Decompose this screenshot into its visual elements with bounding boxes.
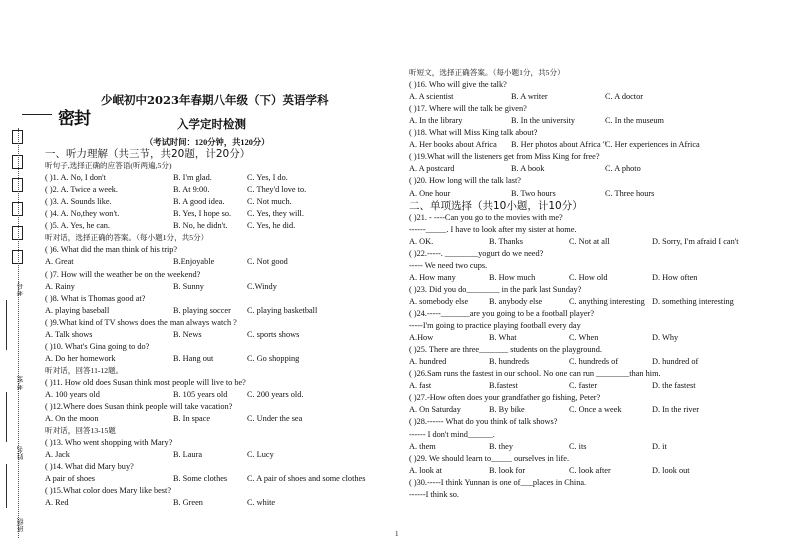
right-option: B. they bbox=[489, 441, 513, 451]
right-option: B. In the university bbox=[511, 116, 576, 126]
right-line: ( )20. How long will the talk last? bbox=[409, 176, 521, 186]
right-option: C. anything interesting bbox=[569, 296, 645, 306]
left-option: B.Enjoyable bbox=[173, 257, 215, 267]
right-option: C. faster bbox=[569, 381, 598, 391]
right-option: C. How old bbox=[569, 272, 608, 282]
right-line: 二、单项选择（共10小题，计10分） bbox=[409, 199, 583, 212]
left-option: B. No, he didn't. bbox=[173, 221, 228, 231]
exam-info: （考试时间：120分钟，共120分） bbox=[145, 138, 270, 147]
right-option: D. Sorry, I'm afraid I can't bbox=[652, 236, 739, 246]
left-option: ( )5. A. Yes, he can. bbox=[45, 221, 110, 231]
right-option: C. A photo bbox=[605, 164, 641, 174]
left-option: C. 200 years old. bbox=[247, 390, 304, 399]
right-option: D. the fastest bbox=[652, 381, 696, 391]
left-option: ( )1. A. No, I don't bbox=[45, 173, 106, 183]
right-line: ( )30.-----I think Yunnan is one of___places in China. bbox=[409, 477, 587, 487]
right-option: A. A postcard bbox=[409, 164, 455, 174]
left-option: B. News bbox=[173, 329, 202, 339]
left-option: C. Under the sea bbox=[247, 414, 303, 424]
right-option: A. Her books about Africa bbox=[409, 140, 497, 150]
right-line: ( )23. Did you do________ in the park last Sunday? bbox=[409, 284, 582, 294]
right-option: A. On Saturday bbox=[409, 405, 461, 415]
kaohao-blank bbox=[6, 300, 7, 350]
right-option: A. them bbox=[409, 441, 436, 451]
left-option: A. playing baseball bbox=[45, 305, 110, 315]
left-option: C. Not much. bbox=[247, 197, 292, 207]
kaochang-blank bbox=[6, 392, 7, 442]
left-option: A. Red bbox=[45, 498, 69, 508]
left-option: A. Rainy bbox=[45, 281, 75, 291]
left-option: B. Yes, I hope so. bbox=[173, 209, 232, 219]
right-option: A. look at bbox=[409, 465, 442, 475]
exam-subtitle: 入学定时检测 bbox=[177, 117, 246, 131]
right-option: B. How much bbox=[489, 272, 536, 282]
left-line: 听对话，回答11-12题。 bbox=[45, 365, 124, 375]
right-option: A. In the library bbox=[409, 116, 463, 126]
right-option: C. A doctor bbox=[605, 92, 644, 102]
right-option: B. What bbox=[489, 333, 517, 343]
right-option: D. How often bbox=[652, 272, 698, 282]
left-option: A. Jack bbox=[45, 450, 70, 460]
right-option: B. anybody else bbox=[489, 296, 543, 306]
left-option: B. Laura bbox=[173, 450, 203, 460]
exam-title: 少岷初中2023年春期八年级（下）英语学科 bbox=[101, 93, 329, 107]
right-line: -----I'm going to practice playing football every day bbox=[409, 321, 581, 331]
right-option: A. somebody else bbox=[409, 296, 469, 306]
left-line: ( )6. What did the man think of his trip? bbox=[45, 245, 178, 255]
right-line: ( )22.-----. ________yogurt do we need? bbox=[409, 248, 544, 258]
right-option: C. When bbox=[569, 333, 599, 343]
right-option: D. hundred of bbox=[652, 357, 699, 367]
left-option: B. Hang out bbox=[173, 353, 214, 363]
right-option: C. look after bbox=[569, 465, 611, 475]
left-line: ( )11. How old does Susan think most people will live to be? bbox=[45, 377, 246, 387]
left-line: 听对话，回答13-15题 bbox=[45, 426, 116, 436]
left-option: C. Yes, they will. bbox=[247, 209, 304, 219]
left-option: B. A good idea. bbox=[173, 197, 225, 207]
right-option: A. fast bbox=[409, 381, 432, 391]
left-option: B. Sunny bbox=[173, 281, 204, 291]
right-line: ( )25. There are three_______ students on the playground. bbox=[409, 345, 602, 355]
right-line: 听短文，选择正确答案。（每小题1分，共5分） bbox=[409, 68, 565, 77]
left-option: A. On the moon bbox=[45, 414, 99, 424]
right-line: ( )21. - ----Can you go to the movies with me? bbox=[409, 212, 563, 222]
right-option: B.fastest bbox=[489, 381, 518, 391]
right-option: A. OK. bbox=[409, 236, 434, 246]
right-option: A. One hour bbox=[409, 188, 451, 198]
left-option: C. A pair of shoes and some clothes bbox=[247, 474, 366, 484]
left-option: C. Yes, I do. bbox=[247, 173, 288, 183]
left-option: C. playing basketball bbox=[247, 305, 318, 315]
right-line: ( )17. Where will the talk be given? bbox=[409, 104, 527, 114]
left-option: ( )2. A. Twice a week. bbox=[45, 185, 118, 195]
right-option: A.How bbox=[409, 333, 434, 343]
left-option: C. Go shopping bbox=[247, 353, 300, 363]
seal-char-2: 封 bbox=[74, 109, 91, 128]
right-option: D. look out bbox=[652, 465, 690, 475]
right-option: C. Her experiences in Africa bbox=[605, 140, 700, 150]
right-option: D. something interesting bbox=[652, 296, 734, 306]
right-line: ( )19.What will the listeners get from Miss King for free? bbox=[409, 152, 600, 162]
left-option: C. They'd love to. bbox=[247, 185, 307, 195]
right-option: C. Not at all bbox=[569, 236, 610, 246]
left-line: ( )8. What is Thomas good at? bbox=[45, 293, 146, 303]
right-option: B. By bike bbox=[489, 405, 525, 415]
kaochang-label: 考室 bbox=[16, 376, 24, 390]
right-option: B. Her photos about Africa " bbox=[511, 140, 607, 150]
right-option: D. Why bbox=[652, 333, 679, 343]
right-option: B. look for bbox=[489, 465, 526, 475]
seal-char-1: 密 bbox=[58, 109, 75, 128]
left-option: C. white bbox=[247, 498, 276, 508]
right-line: ( )29. We should learn to_____ ourselves in life. bbox=[409, 453, 570, 463]
right-line: ( )16. Who will give the talk? bbox=[409, 80, 507, 90]
right-line: ------ I don't mind______. bbox=[409, 429, 495, 439]
right-option: B. Two hours bbox=[511, 188, 556, 198]
right-option: B. A writer bbox=[511, 92, 548, 102]
left-line: ( )7. How will the weather be on the weekend? bbox=[45, 269, 201, 279]
right-option: B. hundreds bbox=[489, 357, 530, 367]
left-option: B. 105 years old bbox=[173, 390, 228, 399]
left-option: B. At 9:00. bbox=[173, 185, 210, 195]
left-line: ( )10. What's Gina going to do? bbox=[45, 341, 150, 351]
right-line: ------_____. I have to look after my sister at home. bbox=[409, 224, 577, 234]
right-line: ------I think so. bbox=[409, 489, 459, 499]
left-line: ( )12.Where does Susan think people will take vacation? bbox=[45, 402, 233, 412]
left-option: C. Lucy bbox=[247, 450, 274, 460]
right-line: ----- We need two cups. bbox=[409, 260, 488, 270]
left-option: B. Some clothes bbox=[173, 474, 228, 484]
left-option: C. sports shows bbox=[247, 329, 300, 339]
seal-line bbox=[22, 114, 52, 115]
fold-line bbox=[18, 128, 19, 538]
left-line: 一、听力理解（共三节，共20题，计20分） bbox=[45, 148, 251, 160]
right-line: ( )28.------ What do you think of talk shows? bbox=[409, 417, 558, 427]
right-option: A. How many bbox=[409, 272, 456, 282]
right-option: B. A book bbox=[511, 164, 545, 174]
left-option: A. Great bbox=[45, 257, 74, 267]
left-line: ( )13. Who went shopping with Mary? bbox=[45, 438, 173, 448]
left-option: A. Do her homework bbox=[45, 353, 116, 363]
left-option: A. Talk shows bbox=[45, 329, 93, 339]
right-line: ( )18. What will Miss King talk about? bbox=[409, 128, 538, 138]
right-option: C. Once a week bbox=[569, 405, 622, 415]
right-line: ( )26.Sam runs the fastest in our school. No one can run ________than him. bbox=[409, 369, 661, 379]
xingming-blank bbox=[6, 464, 7, 508]
page-number: 1 bbox=[395, 530, 399, 538]
left-option: C. Yes, he did. bbox=[247, 221, 296, 231]
left-line: 听句子,选择正确的应答语(听两遍,5分) bbox=[45, 161, 172, 171]
right-option: C. its bbox=[569, 441, 587, 451]
banji-label: 班级 bbox=[16, 518, 24, 532]
right-option: D. In the river bbox=[652, 405, 699, 415]
left-line: ( )15.What color does Mary like best? bbox=[45, 486, 172, 496]
kaohao-label: 考号 bbox=[16, 282, 24, 296]
left-option: A. 100 years old bbox=[45, 390, 100, 399]
left-line: ( )9.What kind of TV shows does the man always watch ? bbox=[45, 317, 237, 327]
right-line: ( )24.-----_______are you going to be a football player? bbox=[409, 309, 595, 318]
right-option: A. A scientist bbox=[409, 92, 454, 102]
xingming-label: 姓名 bbox=[16, 446, 24, 460]
right-option: C. Three hours bbox=[605, 188, 655, 198]
left-option: A pair of shoes bbox=[45, 474, 96, 484]
left-option: B. I'm glad. bbox=[173, 173, 212, 183]
right-option: C. hundreds of bbox=[569, 357, 619, 367]
right-option: C. In the museum bbox=[605, 116, 664, 126]
right-option: A. hundred bbox=[409, 357, 447, 367]
left-option: ( )3. A. Sounds like. bbox=[45, 197, 112, 207]
left-option: ( )4. A. No,they won't. bbox=[45, 209, 120, 219]
left-line: ( )14. What did Mary buy? bbox=[45, 462, 134, 472]
left-line: 听对话，选择正确的答案。（每小题1分，共5分） bbox=[45, 233, 209, 243]
left-option: B. Green bbox=[173, 498, 203, 508]
left-option: B. playing soccer bbox=[173, 305, 231, 315]
left-option: C.Windy bbox=[247, 281, 277, 291]
left-option: B. In space bbox=[173, 414, 211, 424]
right-option: D. it bbox=[652, 441, 667, 451]
right-line: ( )27.-How often does your grandfather go fishing, Peter? bbox=[409, 393, 601, 403]
left-option: C. Not good bbox=[247, 257, 288, 267]
right-option: B. Thanks bbox=[489, 236, 523, 246]
